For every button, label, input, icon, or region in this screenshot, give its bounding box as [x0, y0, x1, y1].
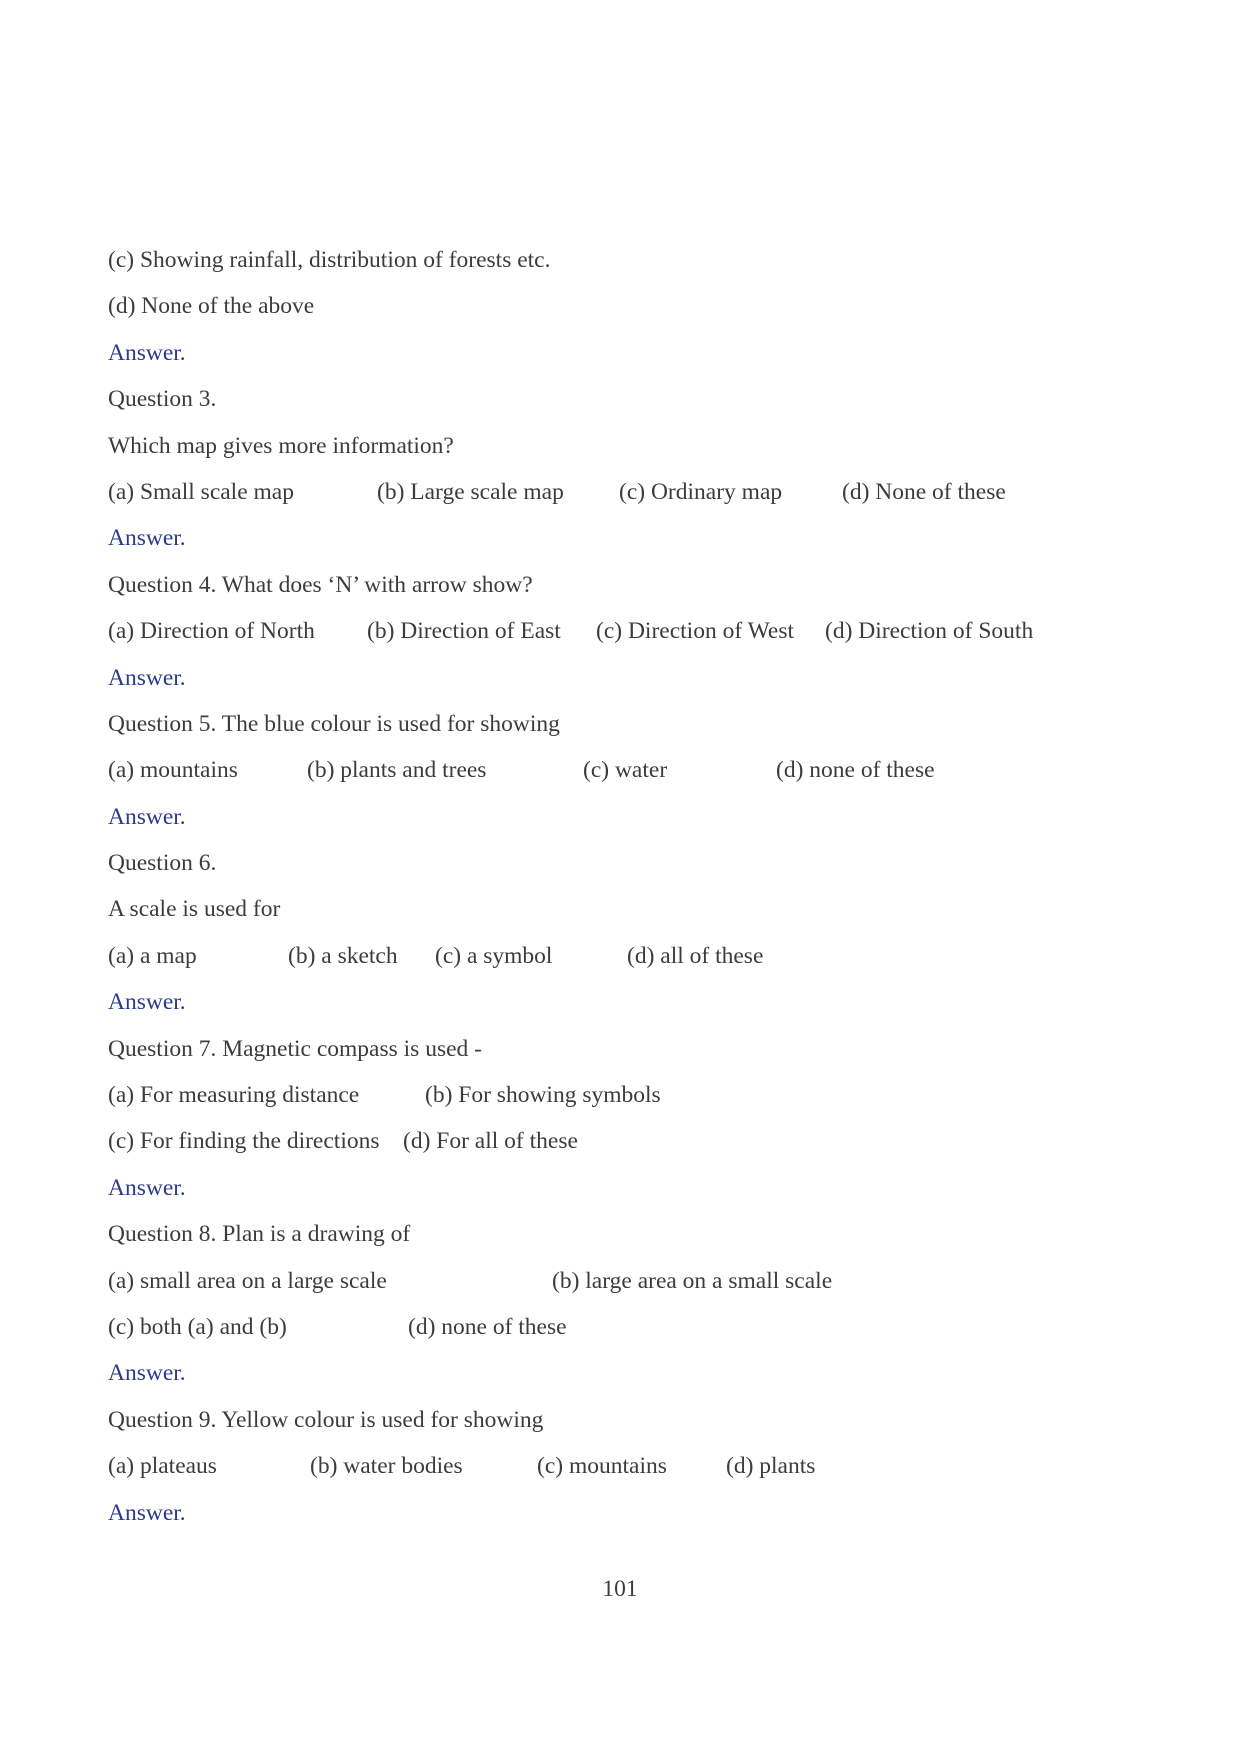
q4-option-a: (a) Direction of North	[108, 618, 315, 645]
q7-option-b: (b) For showing symbols	[425, 1082, 661, 1109]
q9-question-text: Question 9. Yellow colour is used for showing	[108, 1406, 544, 1433]
q5-question-text: Question 5. The blue colour is used for showing	[108, 710, 560, 737]
q8-option-a: (a) small area on a large scale	[108, 1267, 387, 1294]
q6-question-text: A scale is used for	[108, 896, 281, 923]
q4-option-d: (d) Direction of South	[825, 618, 1034, 645]
q4-question-text: Question 4. What does ‘N’ with arrow show?	[108, 571, 533, 598]
q6-heading: Question 6.	[108, 850, 217, 877]
q8-options-row2	[108, 1304, 1138, 1350]
q4-answer-link[interactable]: Answer.	[108, 664, 186, 691]
q9-answer-link[interactable]: Answer.	[108, 1499, 186, 1526]
q9-options	[108, 1443, 1138, 1489]
q9-option-b: (b) water bodies	[310, 1453, 463, 1480]
q8-option-c: (c) both (a) and (b)	[108, 1313, 287, 1340]
q2-answer-link[interactable]: Answer.	[108, 339, 186, 366]
q6-option-a: (a) a map	[108, 942, 197, 969]
q7-options-row2	[108, 1118, 1138, 1164]
q9-option-c: (c) mountains	[537, 1453, 667, 1480]
q3-options	[108, 469, 1138, 515]
q5-option-d: (d) none of these	[776, 757, 935, 784]
q5-options	[108, 747, 1138, 793]
q6-answer-link[interactable]: Answer.	[108, 989, 186, 1016]
q3-answer-link[interactable]: Answer.	[108, 525, 186, 552]
q5-option-b: (b) plants and trees	[307, 757, 487, 784]
q3-option-c: (c) Ordinary map	[619, 478, 783, 505]
q4-option-c: (c) Direction of West	[596, 618, 795, 645]
q2-option-d: (d) None of the above	[108, 293, 315, 320]
q6-option-c: (c) a symbol	[435, 942, 553, 969]
q4-option-b: (b) Direction of East	[367, 618, 561, 645]
q7-option-d: (d) For all of these	[403, 1128, 578, 1155]
q7-answer-link[interactable]: Answer.	[108, 1174, 186, 1201]
q3-option-d: (d) None of these	[842, 478, 1006, 505]
worksheet-page	[108, 237, 1138, 1536]
q7-option-a: (a) For measuring distance	[108, 1082, 360, 1109]
q7-option-c: (c) For finding the directions	[108, 1128, 380, 1155]
q7-options-row1	[108, 1072, 1138, 1118]
q2-option-c: (c) Showing rainfall, distribution of forests etc.	[108, 247, 551, 273]
q6-option-b: (b) a sketch	[288, 942, 398, 969]
q8-option-d: (d) none of these	[408, 1313, 567, 1340]
q6-option-d: (d) all of these	[627, 942, 764, 969]
q3-heading: Question 3.	[108, 386, 217, 413]
q5-option-c: (c) water	[583, 757, 668, 784]
q6-options	[108, 933, 1138, 979]
q8-answer-link[interactable]: Answer.	[108, 1360, 186, 1387]
q8-option-b: (b) large area on a small scale	[552, 1267, 833, 1294]
q5-option-a: (a) mountains	[108, 757, 238, 784]
q9-option-d: (d) plants	[726, 1453, 816, 1480]
q4-options	[108, 608, 1138, 654]
q9-option-a: (a) plateaus	[108, 1453, 217, 1480]
q8-options-row1	[108, 1258, 1138, 1304]
q5-answer-link[interactable]: Answer.	[108, 803, 186, 830]
q8-question-text: Question 8. Plan is a drawing of	[108, 1221, 411, 1248]
q3-question-text: Which map gives more information?	[108, 432, 454, 459]
q3-option-a: (a) Small scale map	[108, 478, 294, 505]
page-number: 101	[602, 1576, 638, 1602]
q3-option-b: (b) Large scale map	[377, 478, 564, 505]
q7-question-text: Question 7. Magnetic compass is used -	[108, 1035, 482, 1062]
